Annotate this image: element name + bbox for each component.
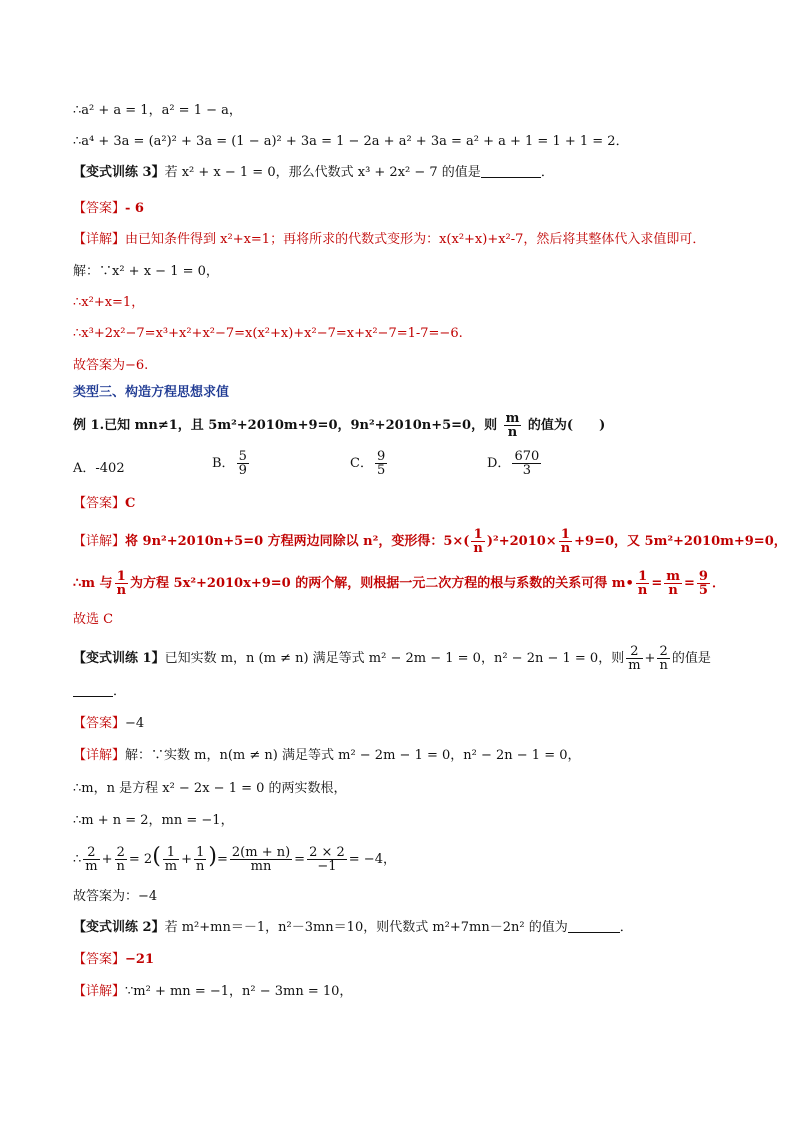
solution-2: ∴x²+x=1， xyxy=(73,295,145,310)
l2: ∴a⁴ + 3a = (a²)² + 3a = (1 − a)² + 3a = 1 − 2a + a² + 3a = a² + a + 1 = 1 + 1 = 2． xyxy=(73,134,629,149)
option-c: C． $\frac{9}{5}$ xyxy=(350,449,386,478)
answer-4: 【答案】−21 xyxy=(73,952,154,967)
detail-6: ∴m + n = 2，mn = −1， xyxy=(73,813,234,828)
detail-4: 【详解】解：∵实数 m，n(m ≠ n) 满足等式 m² − 2m − 1 = 0，n² − 2n − 1 = 0， xyxy=(73,748,581,763)
answer-1: 【答案】- 6 xyxy=(73,201,144,216)
answer-2: 【答案】C xyxy=(73,496,136,511)
variant-3-label: 【变式训练 3】 xyxy=(73,165,165,180)
option-a: A．-402 xyxy=(73,461,125,476)
detail-5: ∴m，n 是方程 x² − 2x − 1 = 0 的两实数根， xyxy=(73,781,347,796)
example-1: 例 1.已知 mn≠1，且 5m²+2010m+9=0，9n²+2010n+5=0，则 $\frac{m}{n}$ 的值为( ) xyxy=(73,411,606,440)
variant-3: 【变式训练 3】若 x² + x − 1 = 0，那么代数式 x³ + 2x² − 7 的值是 ． xyxy=(73,165,554,180)
variant-1: 【变式训练 1】已知实数 m，n (m ≠ n) 满足等式 m² − 2m − 1 = 0，n² − 2n − 1 = 0，则 $\frac{2}{m}$ + $\frac{2}{n}$ 的值是 xyxy=(73,644,711,673)
solution-4: 故答案为−6. xyxy=(73,358,149,373)
detail-3: ∴m 与 $\frac{1}{n}$ 为方程 5x²+2010x+9=0 的两个解，则根据一元二次方程的根与系数的关系可得 m• $\frac{1}{n}$ = $\frac{m}{n}$ = $\frac{9}{5}$ ． xyxy=(73,569,725,598)
detail-1: 【详解】由已知条件得到 x²+x=1；再将所求的代数式变形为：x(x²+x)+x²-7，然后将其整体代入求值即可． xyxy=(73,232,706,247)
option-b: B． $\frac{5}{9}$ xyxy=(212,449,247,478)
fraction-m-over-n: $\frac{m}{n}$ xyxy=(505,411,520,440)
detail-8: 故答案为：−4 xyxy=(73,889,158,904)
l1: ∴a² + a = 1，a² = 1 − a， xyxy=(73,103,242,118)
variant-1-blank: ． xyxy=(73,682,126,702)
solution-1: 解：∵x² + x − 1 = 0， xyxy=(73,264,219,279)
solution-3: ∴x³+2x²−7=x³+x²+x²−7=x(x²+x)+x²−7=x+x²−7=1-7=−6. xyxy=(73,326,463,341)
detail-7: ∴ $\frac{2}{m}$ + $\frac{2}{n}$ = 2( $\frac{1}{m}$ + $\frac{1}{n}$ )= $\frac{2(m + n)}{mn}$ = $\frac{2 \times 2}{-1}$ = −4， xyxy=(73,844,396,874)
answer-3: 【答案】−4 xyxy=(73,716,145,731)
detail-9: 【详解】∵m² + mn = −1，n² − 3mn = 10， xyxy=(73,984,353,999)
detail-2: 【详解】将 9n²+2010n+5=0 方程两边同除以 n²，变形得：5×( $\frac{1}{n}$ )²+2010× $\frac{1}{n}$ +9=0，又 5m²+2010m+9=0， xyxy=(73,527,787,556)
select-answer: 故选 C xyxy=(73,612,114,627)
answer-blank xyxy=(481,163,541,178)
variant-2: 【变式训练 2】若 m²+mn＝－1，n²－3mn＝10，则代数式 m²+7mn－2n² 的值为 ． xyxy=(73,920,633,935)
type3-heading: 类型三、构造方程思想求值 xyxy=(73,385,230,400)
option-d: D． $\frac{670}{3}$ xyxy=(487,449,540,478)
